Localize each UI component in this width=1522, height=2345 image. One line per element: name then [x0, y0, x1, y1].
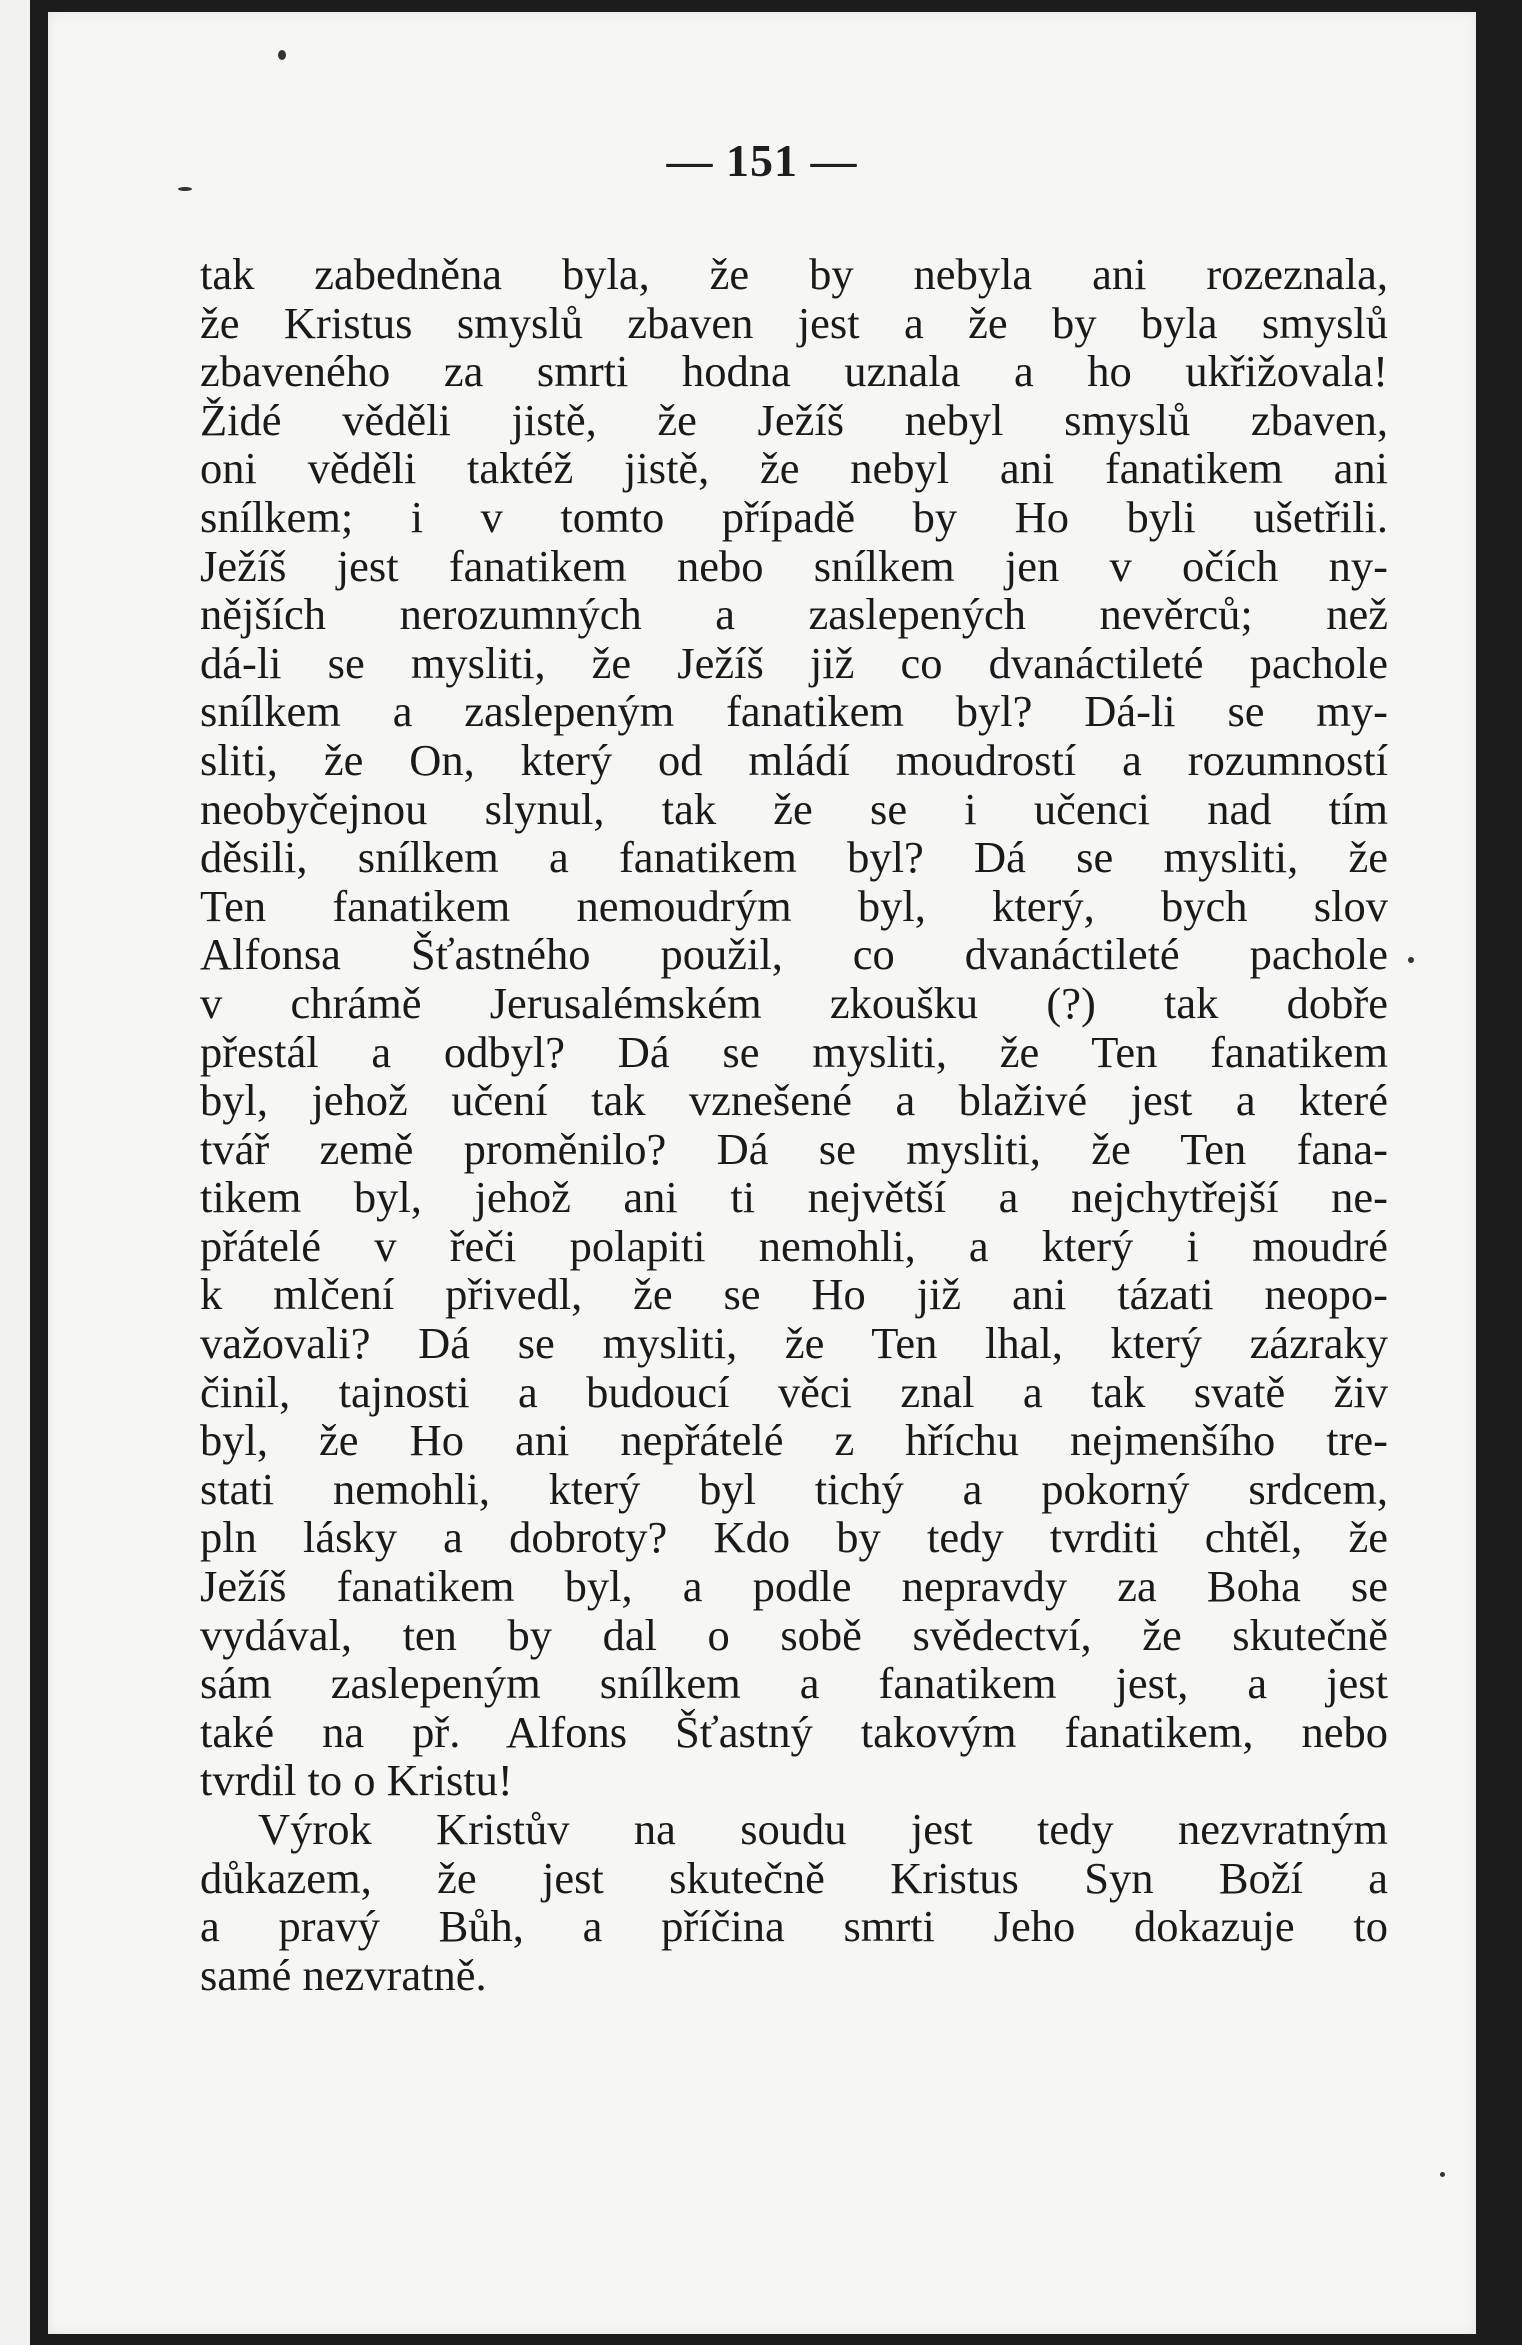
text-line: sliti, že On, který od mládí moudrostí a rozumností	[200, 734, 1388, 785]
text-line: že Kristus smyslů zbaven jest a že by byla smyslů	[200, 297, 1388, 348]
text-line: stati nemohli, který byl tichý a pokorný srdcem,	[200, 1463, 1388, 1514]
text-line: oni věděli taktéž jistě, že nebyl ani fanatikem ani	[200, 443, 1388, 494]
previous-page-edge	[0, 0, 48, 2345]
text-line: snílkem; i v tomto případě by Ho byli ušetřili.	[200, 491, 1388, 542]
text-line: snílkem a zaslepeným fanatikem byl? Dá-li se my-	[200, 686, 1388, 737]
text-line: Alfonsa Šťastného použil, co dvanáctileté pachole	[200, 929, 1388, 980]
scan-speck	[1440, 2172, 1445, 2177]
text-line: také na př. Alfons Šťastný takovým fanatikem, nebo	[200, 1706, 1388, 1757]
text-line: Židé věděli jistě, že Ježíš nebyl smyslů zbaven,	[200, 394, 1388, 445]
text-line: Ten fanatikem nemoudrým byl, který, bych slov	[200, 880, 1388, 931]
text-line: samé nezvratně.	[200, 1949, 487, 2000]
text-line: v chrámě Jerusalémském zkoušku (?) tak dobře	[200, 977, 1388, 1028]
text-line: tikem byl, jehož ani ti největší a nejchytřejší ne-	[200, 1172, 1388, 1223]
page-number: — 151 —	[666, 135, 858, 186]
paragraph-2	[200, 1805, 1388, 1999]
text-line: nějších nerozumných a zaslepených nevěrců; než	[200, 589, 1388, 640]
book-page	[48, 12, 1476, 2334]
text-line: tvrdil to o Kristu!	[200, 1755, 513, 1806]
body-text	[200, 250, 1388, 1999]
text-line: neobyčejnou slynul, tak že se i učenci nad tím	[200, 783, 1388, 834]
text-line: a pravý Bůh, a příčina smrti Jeho dokazuje to	[200, 1901, 1388, 1952]
text-line: Ježíš fanatikem byl, a podle nepravdy za Boha se	[200, 1561, 1388, 1612]
text-line: Ježíš jest fanatikem nebo snílkem jen v očích ny-	[200, 540, 1388, 591]
text-line: k mlčení přivedl, že se Ho již ani tázati neopo-	[200, 1269, 1388, 1320]
text-line: Výrok Kristův na soudu jest tedy nezvratným	[258, 1804, 1388, 1854]
text-line: byl, jehož učení tak vznešené a blaživé jest a které	[200, 1075, 1388, 1126]
scan-speck	[278, 50, 286, 60]
text-line: dá-li se mysliti, že Ježíš již co dvanáctileté pachole	[200, 637, 1388, 688]
text-line: byl, že Ho ani nepřátelé z hříchu nejmenšího tre-	[200, 1415, 1388, 1466]
text-line: zbaveného za smrti hodna uznala a ho ukřižovala!	[200, 346, 1388, 397]
text-line: važovali? Dá se mysliti, že Ten lhal, který zázraky	[200, 1318, 1388, 1369]
text-line: děsili, snílkem a fanatikem byl? Dá se mysliti, že	[200, 832, 1388, 883]
text-line: důkazem, že jest skutečně Kristus Syn Boží a	[200, 1852, 1388, 1903]
text-line: činil, tajnosti a budoucí věci znal a tak svatě živ	[200, 1366, 1388, 1417]
text-line: tvář země proměnilo? Dá se mysliti, že Ten fana-	[200, 1123, 1388, 1174]
paragraph-1	[200, 250, 1388, 1805]
text-line: přátelé v řeči polapiti nemohli, a který i moudré	[200, 1220, 1388, 1271]
text-line: přestál a odbyl? Dá se mysliti, že Ten fanatikem	[200, 1026, 1388, 1077]
text-line: tak zabedněna byla, že by nebyla ani rozeznala,	[200, 249, 1388, 299]
text-line: vydával, ten by dal o sobě svědectví, že skutečně	[200, 1609, 1388, 1660]
scan-speck	[1408, 957, 1414, 963]
scan-speck	[178, 187, 192, 191]
text-line: pln lásky a dobroty? Kdo by tedy tvrditi chtěl, že	[200, 1512, 1388, 1563]
text-line: sám zaslepeným snílkem a fanatikem jest, a jest	[200, 1658, 1388, 1709]
